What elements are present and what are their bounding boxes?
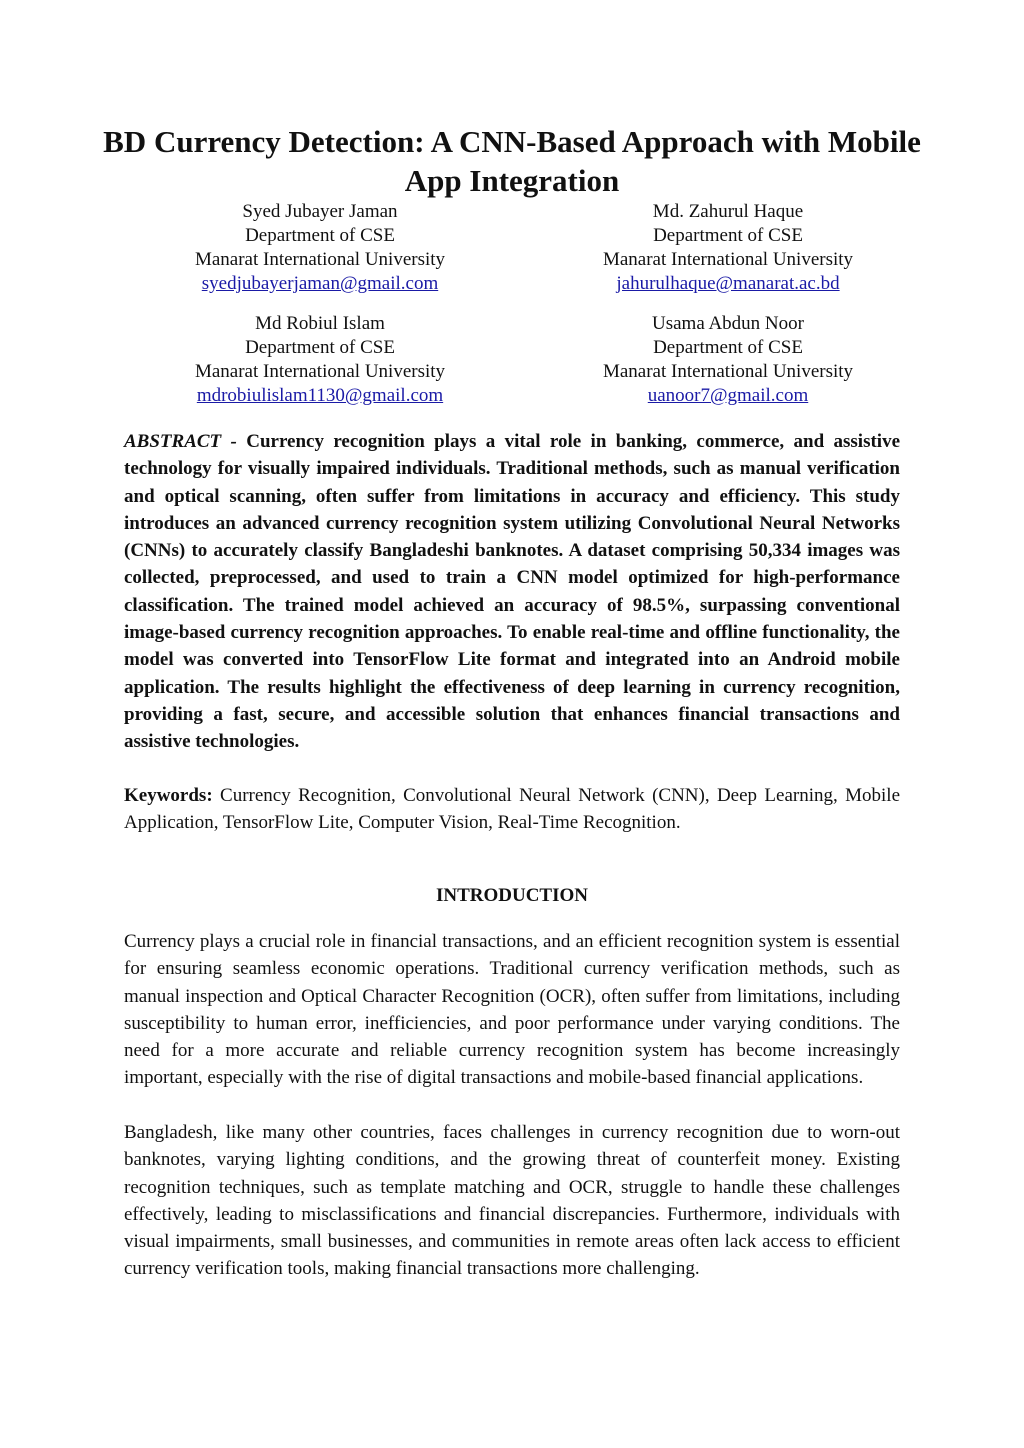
abstract-text: Currency recognition plays a vital role in banking, commerce, and assistive technology for visually impaired individuals. Traditional methods, such as manual verification and optical scanning, often suffer from limitations in accuracy and efficiency. This study introduces an advanced currency recognition system utilizing Convolutional Neural Networks (CNNs) to accurately classify Bangladeshi banknotes. A dataset comprising 50,334 images was collected, preprocessed, and used to train a CNN model optimized for high-performance classification. The trained model achieved an accuracy of 98.5%, surpassing conventional image-based currency recognition approaches. To enable real-time and offline functionality, the model was converted into TensorFlow Lite format and integrated into an Android mobile application. The results highlight the effectiveness of deep learning in currency recognition, providing a fast, secure, and accessible solution that enhances financial transactions and assistive technologies. [124,431,900,753]
author-block [538,200,918,296]
author-name: Usama Abdun Noor [652,313,804,334]
introduction-paragraph: Currency plays a crucial role in financial transactions, and an efficient recognition system is essential for ensuring seamless economic operations. Traditional currency verification methods, such as manual inspection and Optical Character Recognition (OCR), often suffer from limitations, including susceptibility to human error, inefficiencies, and poor performance under varying conditions. The need for a more accurate and reliable currency recognition system has become increasingly important, especially with the rise of digital transactions and mobile-based financial applications. [124,931,900,1089]
author-name: Md. Zahurul Haque [652,201,804,222]
abstract-label: ABSTRACT - [124,431,237,452]
author-email-link[interactable]: syedjubayerjaman@gmail.com [201,273,439,294]
introduction-heading: INTRODUCTION [435,885,589,906]
author-email-link[interactable]: mdrobiulislam1130@gmail.com [196,385,444,406]
keywords-text: Currency Recognition, Convolutional Neural Network (CNN), Deep Learning, Mobile Application, TensorFlow Lite, Computer Vision, Real-Time Recognition. [124,785,900,834]
author-email-link[interactable]: jahurulhaque@manarat.ac.bd [616,273,840,294]
keywords [124,782,900,837]
author-department: Department of CSE [653,337,803,358]
keywords-label: Keywords: [124,785,213,806]
introduction-paragraph: Bangladesh, like many other countries, faces challenges in currency recognition due to worn-out banknotes, varying lighting conditions, and the growing threat of counterfeit money. Existing recognition techniques, such as template matching and OCR, struggle to handle these challenges effectively, leading to misclassifications and financial discrepancies. Furthermore, individuals with visual impairments, small businesses, and communities in remote areas often lack access to efficient currency verification tools, making financial transactions more challenging. [124,1122,900,1280]
author-block [130,200,510,296]
abstract [124,428,900,756]
author-block [538,312,918,408]
author-department: Department of CSE [245,337,395,358]
paper-title: BD Currency Detection: A CNN-Based Approach with Mobile App Integration [103,124,921,198]
author-institution: Manarat International University [194,361,446,382]
author-institution: Manarat International University [602,249,854,270]
author-institution: Manarat International University [602,361,854,382]
author-block [130,312,510,408]
author-email-link[interactable]: uanoor7@gmail.com [647,385,809,406]
author-name: Syed Jubayer Jaman [242,201,398,222]
author-department: Department of CSE [245,225,395,246]
author-name: Md Robiul Islam [255,313,385,334]
author-department: Department of CSE [653,225,803,246]
author-institution: Manarat International University [194,249,446,270]
